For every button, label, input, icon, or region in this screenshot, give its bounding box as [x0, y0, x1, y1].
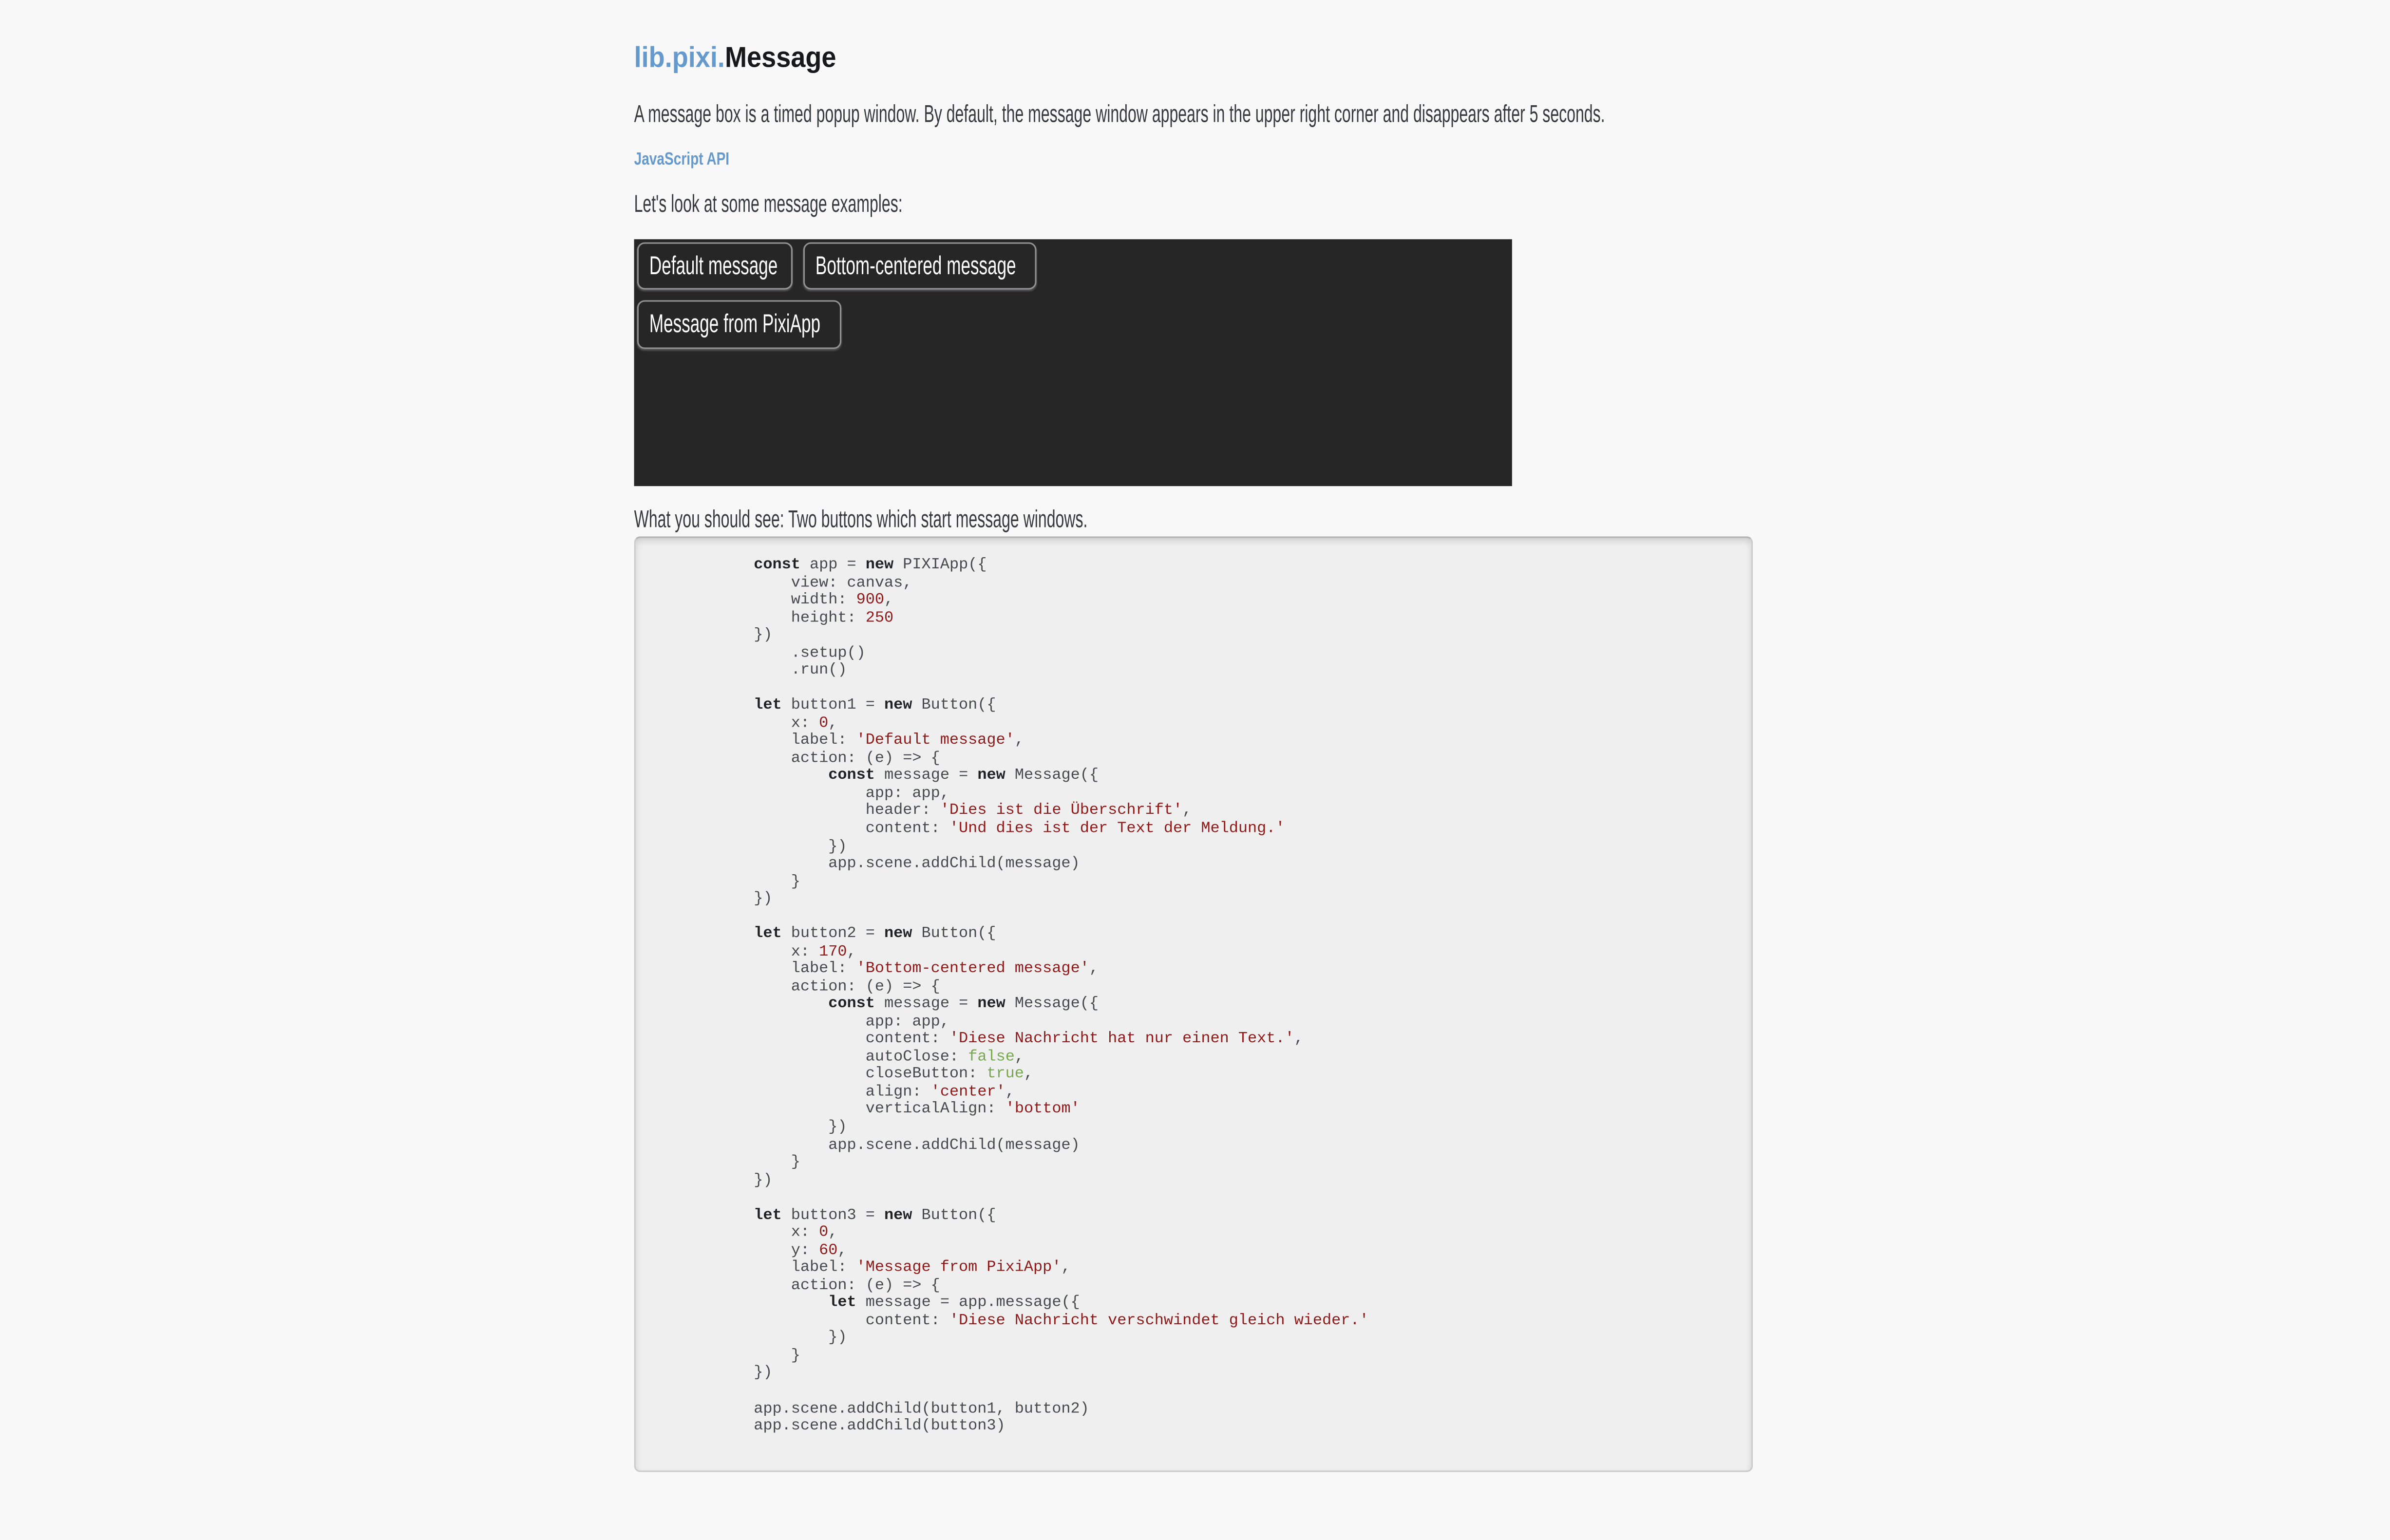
- code: const app = new PIXIApp({ view: canvas, width: 900, height: 250 }) .setup() .run() let button1 = new Button({ x: 0, label: 'Default message', action: (e) => { const message = new Message({ app: app, header: 'Dies ist die Überschrift', content: 'Und dies ist der Text der Meldung.' }) app.scene.addChild(message) } }) let button2 = new Button({ x: 170, label: 'Bottom-centered message', action: (e) => { const message = new Message({ app: app, content: 'Diese Nachricht hat nur einen Text.', autoClose: false, closeButton: true, align: 'center', verticalAlign: 'bottom' }) app.scene.addChild(message) } }) let button3 = new Button({ x: 0, y: 60, label: 'Message from PixiApp', action: (e) => { let message = app.message({ content: 'Diese Nachricht verschwindet gleich wieder.' }) } }) app.scene.addChild(button1, button2) app.scene.addChild(button3): [754, 558, 1369, 1436]
- default-message-button[interactable]: Default message: [636, 242, 792, 289]
- page-title-main: Message: [724, 42, 835, 75]
- api-heading: [633, 146, 1757, 175]
- page-title-prefix: lib.pixi.: [633, 42, 724, 75]
- examples-lead: Let's look at some message examples:: [633, 192, 902, 218]
- result-note: What you should see: Two buttons which start message windows.: [633, 507, 1087, 534]
- code-block: [633, 536, 1753, 1471]
- message-from-pixiapp-button[interactable]: Message from PixiApp: [636, 300, 840, 349]
- page-title: [633, 39, 1757, 77]
- bottom-centered-message-button[interactable]: Bottom-centered message: [802, 242, 1036, 289]
- content-column: [633, 0, 1757, 1471]
- pixi-canvas: [633, 239, 1511, 486]
- intro-paragraph: A message box is a timed popup window. By default, the message window appears in the upper right corner and disappears after 5 seconds.: [633, 102, 1604, 128]
- javascript-api-link[interactable]: JavaScript API: [633, 150, 729, 169]
